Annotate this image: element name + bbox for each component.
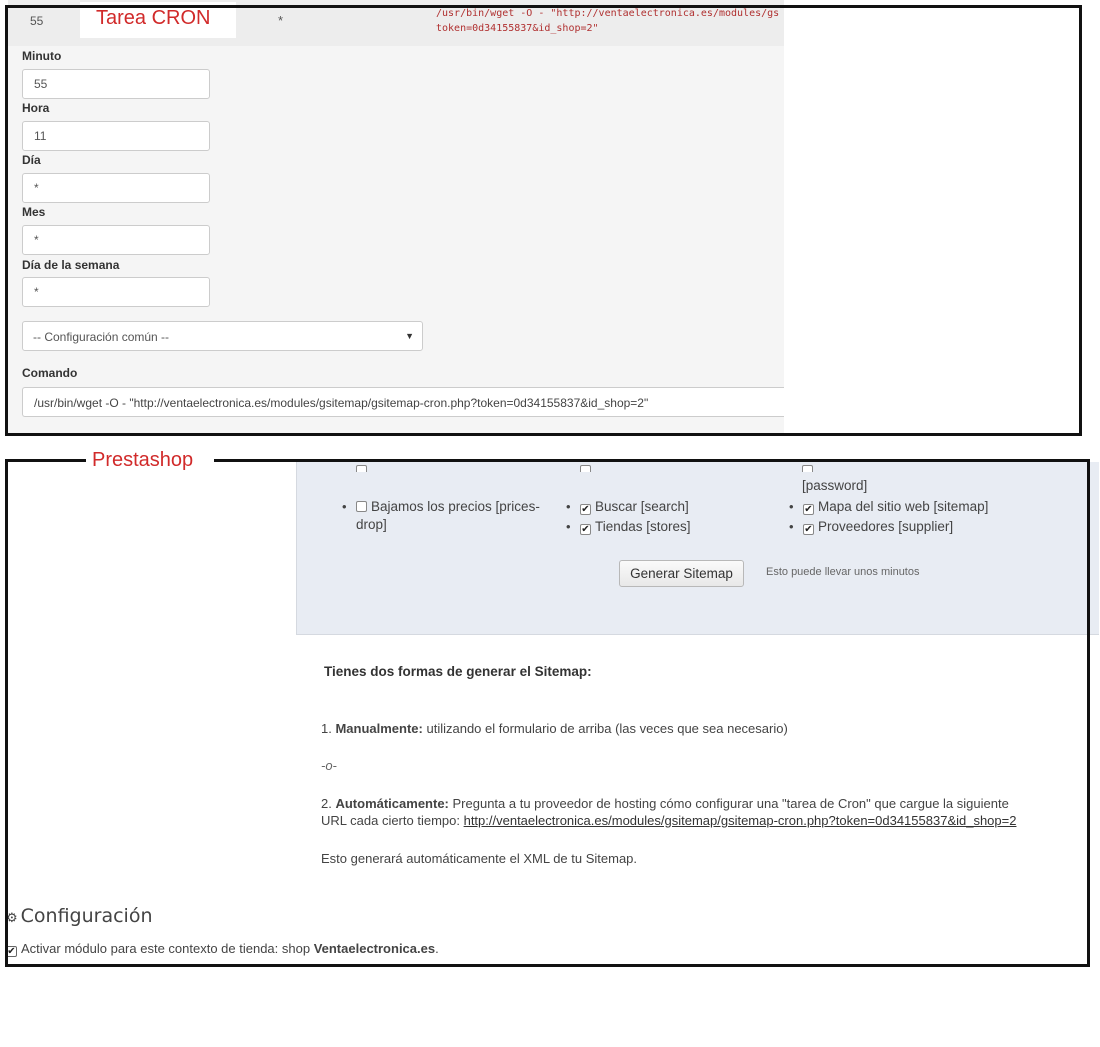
chevron-down-icon: ▼ <box>405 331 414 341</box>
option-prices-drop-label: Bajamos los precios [prices- <box>371 499 540 514</box>
day-label: Día <box>22 153 41 167</box>
cron-row-command-line2: token=0d34155837&id_shop=2" <box>436 23 599 34</box>
month-input[interactable]: * <box>22 225 210 255</box>
checkbox-checked-icon[interactable]: ✔ <box>804 524 813 535</box>
minute-label: Minuto <box>22 49 62 63</box>
configuration-title: Configuración <box>20 905 153 927</box>
sitemap-result-text: Esto generará automáticamente el XML de tu Sitemap. <box>321 851 638 866</box>
bullet-icon: • <box>789 499 794 514</box>
cron-url-link[interactable]: http://ventaelectronica.es/modules/gsitemap/gsitemap-cron.php?token=0d34155837&id_shop=2 <box>463 813 1017 828</box>
hour-input[interactable]: 11 <box>22 121 210 151</box>
activate-module-label: Activar módulo para este contexto de tienda: shop <box>21 941 314 956</box>
weekday-label: Día de la semana <box>22 258 120 272</box>
option-search-label: Buscar [search] <box>595 499 689 514</box>
bullet-icon: • <box>566 519 571 534</box>
cron-row-command-line1: /usr/bin/wget -O - "http://ventaelectronica.es/modules/gs <box>436 8 780 19</box>
month-label: Mes <box>22 205 46 219</box>
option-supplier-label: Proveedores [supplier] <box>818 519 954 534</box>
command-label: Comando <box>22 366 78 380</box>
option-prices-drop-tail: drop] <box>356 517 387 532</box>
auto-description-2: URL cada cierto tiempo: <box>321 813 464 828</box>
day-input[interactable]: * <box>22 173 210 203</box>
cron-row-minute: 55 <box>30 14 44 28</box>
checkbox-checked-icon[interactable]: ✔ <box>7 946 16 957</box>
generate-sitemap-button[interactable]: Generar Sitemap <box>619 560 744 587</box>
cogs-icon: ⚙ <box>6 911 18 926</box>
auto-prefix: 2. <box>321 796 336 811</box>
auto-description: Pregunta a tu proveedor de hosting cómo configurar una "tarea de Cron" que cargue la siguiente <box>448 796 1009 811</box>
activate-end: . <box>435 941 439 956</box>
auto-bold: Automáticamente: <box>335 796 449 811</box>
option-sitemap-label: Mapa del sitio web [sitemap] <box>818 499 989 514</box>
or-separator: -o- <box>321 758 337 773</box>
checkbox-checked-icon[interactable]: ✔ <box>804 504 813 515</box>
command-input[interactable]: /usr/bin/wget -O - "http://ventaelectronica.es/modules/gsitemap/gsitemap-cron.php?token=0d34155837&id_shop=2" <box>22 387 784 417</box>
checkbox-checked-icon[interactable]: ✔ <box>581 524 590 535</box>
cron-row-star: * <box>278 13 284 28</box>
checkbox-checked-icon[interactable]: ✔ <box>581 504 590 515</box>
bullet-icon: • <box>789 519 794 534</box>
common-config-select-value: -- Configuración común -- <box>33 330 170 344</box>
cron-annotation-frame <box>5 5 1082 436</box>
activate-shop-name: Ventaelectronica.es <box>313 941 436 956</box>
manual-prefix: 1. <box>321 721 336 736</box>
sitemap-methods-title: Tienes dos formas de generar el Sitemap: <box>324 664 592 679</box>
manual-description: utilizando el formulario de arriba (las veces que sea necesario) <box>422 721 788 736</box>
option-password-tail: [password] <box>802 478 868 493</box>
prestashop-annotation-frame <box>5 459 1090 967</box>
minute-input[interactable]: 55 <box>22 69 210 99</box>
prestashop-annotation-label: Prestashop <box>92 449 194 471</box>
hour-label: Hora <box>22 101 50 115</box>
weekday-input[interactable]: * <box>22 277 210 307</box>
option-stores-label: Tiendas [stores] <box>595 519 691 534</box>
cron-annotation-label: Tarea CRON <box>96 7 211 29</box>
generate-note: Esto puede llevar unos minutos <box>766 566 920 578</box>
manual-bold: Manualmente: <box>335 721 423 736</box>
bullet-icon: • <box>342 499 347 514</box>
bullet-icon: • <box>566 499 571 514</box>
